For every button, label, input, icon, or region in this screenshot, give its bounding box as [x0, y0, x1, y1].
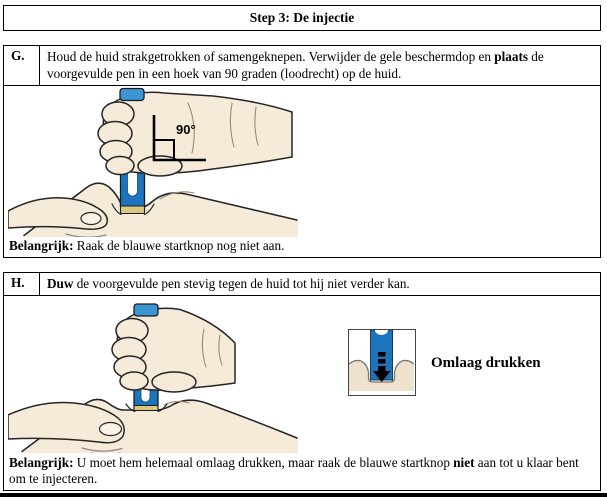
step-g-label: G. [4, 46, 40, 85]
important-h-pre: U moet hem helemaal omlaag drukken, maar raak de blauwe startknop [73, 455, 454, 470]
figure-g-area [4, 86, 600, 238]
important-g-label: Belangrijk: [9, 238, 74, 253]
push-down-inset-figure [349, 330, 414, 394]
section-g [3, 45, 601, 258]
important-h-label: Belangrijk: [9, 455, 74, 470]
page-title [3, 5, 601, 31]
important-g-text: Raak de blauwe startknop nog niet aan. [73, 238, 285, 253]
step-g-instruction [40, 46, 600, 85]
step-g-instruction-bold: plaats [494, 49, 528, 64]
important-note-h [4, 455, 600, 490]
angle-90-label: 90° [176, 122, 196, 137]
push-down-caption: Omlaag drukken [431, 355, 541, 371]
pen-yellow-tip [134, 406, 158, 411]
finger-knuckle [106, 157, 134, 175]
arrow-dash [378, 359, 386, 364]
step-g-header-row [4, 46, 600, 86]
step-h-header-row [4, 273, 600, 296]
section-h [3, 272, 601, 491]
important-note-g [4, 238, 600, 257]
pen-top-button [120, 89, 144, 101]
thumb [152, 372, 196, 392]
bottom-page-rule [0, 493, 607, 497]
pen-yellow-tip [121, 206, 145, 214]
step-g-instruction-pre: Houd de huid strakgetrokken of samengeknepen. Verwijder de gele beschermdop en [47, 49, 495, 64]
arrow-dash [378, 352, 386, 357]
gripping-hand-illustration [112, 308, 235, 392]
figure-h-area [4, 296, 600, 455]
figure-h-pen-pressed-down [8, 297, 298, 453]
fingernail [81, 213, 101, 225]
figure-g-pen-at-90-degrees [8, 87, 298, 237]
push-down-inset [348, 329, 416, 396]
step-h-instruction-post: de voorgevulde pen stevig tegen de huid tot hij niet verder kan. [73, 276, 410, 291]
step-h-label: H. [4, 273, 40, 295]
important-h-bold: niet [453, 455, 475, 470]
step-h-instruction-bold: Duw [47, 276, 74, 291]
page-title-text: Step 3: De injectie [249, 10, 355, 25]
finger-knuckle [120, 372, 148, 390]
step-g-instruction-post: de voorgevulde pen in een hoek van 90 graden (loodrecht) op de huid. [47, 49, 544, 81]
important-h-post: aan tot u klaar bent om te injecteren. [9, 455, 579, 486]
fingernail [100, 423, 122, 436]
step-h-instruction [40, 273, 600, 295]
pen-top-button [134, 304, 158, 316]
